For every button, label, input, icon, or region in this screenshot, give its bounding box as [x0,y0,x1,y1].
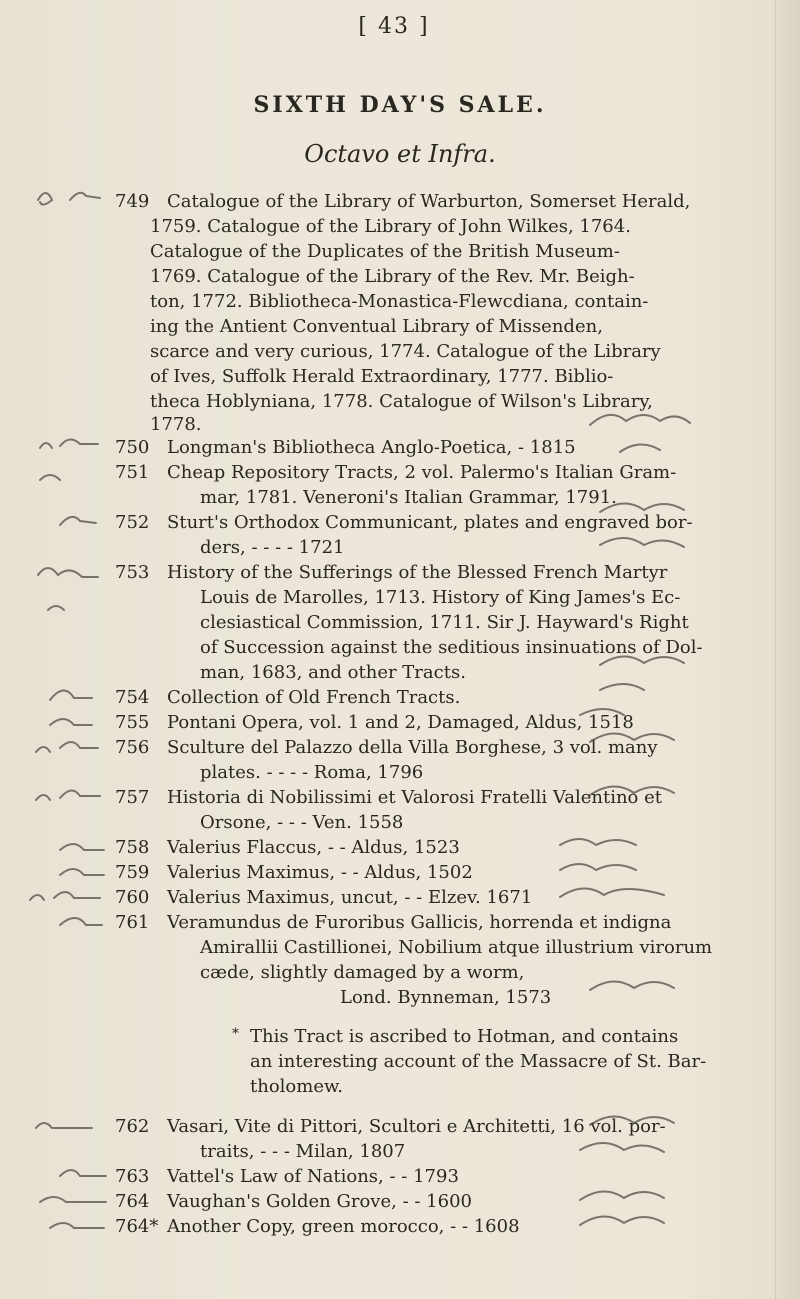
lot-number: 758 [115,837,150,858]
lot-line: Louis de Marolles, 1713. History of King James's Ec- [200,587,681,608]
lot-line: Vattel's Law of Nations, - - 1793 [167,1166,459,1187]
page-subtitle: Octavo et Infra. [304,140,496,168]
lot-line: 1769. Catalogue of the Library of the Rev. Mr. Beigh- [150,266,635,287]
lot-line: clesiastical Commission, 1711. Sir J. Hayward's Right [200,612,689,633]
lot-line: 1778. [150,414,202,435]
lot-line: Pontani Opera, vol. 1 and 2, Damaged, Aldus, 1518 [167,712,634,733]
lot-line: Catalogue of the Duplicates of the British Museum- [150,241,620,262]
lot-line: of Ives, Suffolk Herald Extraordinary, 1777. Biblio- [150,366,614,387]
lot-line: Valerius Maximus, uncut, - - Elzev. 1671 [167,887,533,908]
lot-line: scarce and very curious, 1774. Catalogue of the Library [150,341,661,362]
lot-line: Catalogue of the Library of Warburton, Somerset Herald, [167,191,691,212]
lot-number: 764 [115,1191,150,1212]
lot-line: man, 1683, and other Tracts. [200,662,466,683]
page-title: SIXTH DAY'S SALE. [253,92,547,118]
lot-line: Orsone, - - - Ven. 1558 [200,812,404,833]
lot-line: Lond. Bynneman, 1573 [340,987,552,1008]
lot-number: 751 [115,462,150,483]
lot-line: Another Copy, green morocco, - - 1608 [167,1216,520,1237]
lot-line: 1759. Catalogue of the Library of John Wilkes, 1764. [150,216,631,237]
lot-number: 752 [115,512,150,533]
lot-line: traits, - - - Milan, 1807 [200,1141,406,1162]
lot-line: History of the Sufferings of the Blessed French Martyr [167,562,668,583]
lot-number: 750 [115,437,150,458]
lot-line: Valerius Maximus, - - Aldus, 1502 [167,862,473,883]
lot-number: 760 [115,887,150,908]
lot-line: Collection of Old French Tracts. [167,687,461,708]
lot-number: 756 [115,737,150,758]
lot-line: Valerius Flaccus, - - Aldus, 1523 [167,837,460,858]
lot-number: 763 [115,1166,150,1187]
lot-line: mar, 1781. Veneroni's Italian Grammar, 1791. [200,487,617,508]
lot-line: Amirallii Castillionei, Nobilium atque illustrium virorum [200,937,713,958]
lot-number: 759 [115,862,150,883]
lot-number: 757 [115,787,150,808]
lot-line: ing the Antient Conventual Library of Missenden, [150,316,603,337]
footnote-mark: * [232,1026,239,1042]
lot-line: Vaughan's Golden Grove, - - 1600 [167,1191,472,1212]
lot-line: Historia di Nobilissimi et Valorosi Fratelli Valentino et [167,787,662,808]
lot-number: 754 [115,687,150,708]
lot-line: Sculture del Palazzo della Villa Borghese, 3 vol. many [167,737,658,758]
lot-line: of Succession against the seditious insinuations of Dol- [200,637,703,658]
footnote-line: tholomew. [250,1076,343,1097]
footnote-line: an interesting account of the Massacre of St. Bar- [250,1051,707,1072]
lot-number: 764* [115,1216,159,1237]
lot-line: Longman's Bibliotheca Anglo-Poetica, - 1815 [167,437,576,458]
lot-line: plates. - - - - Roma, 1796 [200,762,424,783]
lot-number: 762 [115,1116,150,1137]
lot-line: ton, 1772. Bibliotheca-Monastica-Flewcdiana, contain- [150,291,649,312]
lot-number: 753 [115,562,150,583]
lot-line: Vasari, Vite di Pittori, Scultori e Architetti, 16 vol. por- [167,1116,666,1137]
lot-number: 749 [115,191,150,212]
lot-line: Veramundus de Furoribus Gallicis, horrenda et indigna [167,912,672,933]
lot-number: 761 [115,912,150,933]
lot-line: Sturt's Orthodox Communicant, plates and engraved bor- [167,512,693,533]
lot-line: cæde, slightly damaged by a worm, [200,962,525,983]
lot-line: Cheap Repository Tracts, 2 vol. Palermo's Italian Gram- [167,462,677,483]
lot-line: ders, - - - - 1721 [200,537,345,558]
footnote-line: This Tract is ascribed to Hotman, and contains [250,1026,679,1047]
lot-line: theca Hoblyniana, 1778. Catalogue of Wilson's Library, [150,391,653,412]
lot-number: 755 [115,712,150,733]
page-number: [ 43 ] [358,14,430,39]
